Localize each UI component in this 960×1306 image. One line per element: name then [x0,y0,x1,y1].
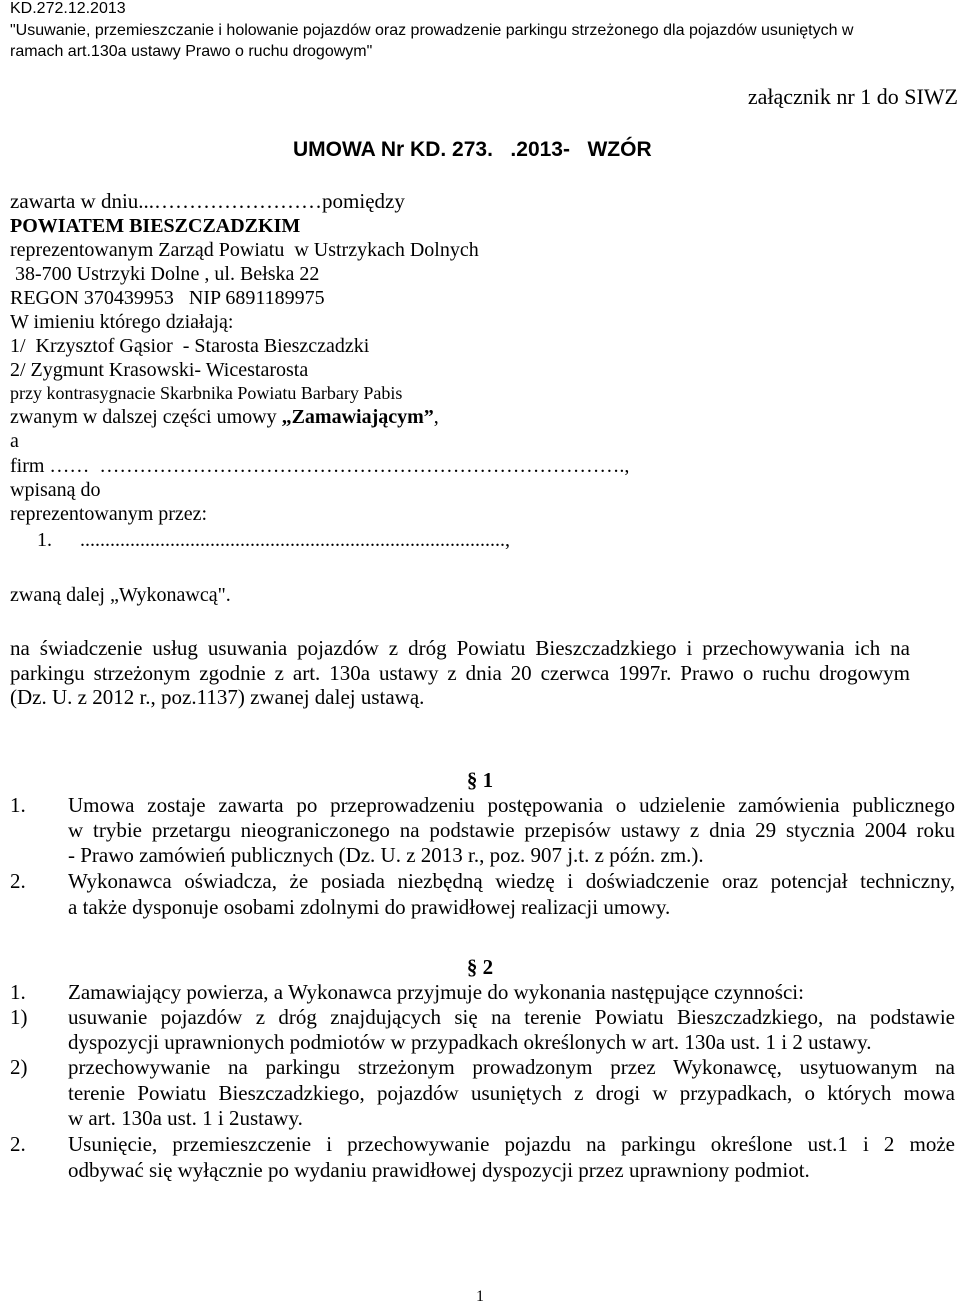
section-2-subitem-1 [10,1005,955,1030]
ordering-party-alias: „Zamawiającym” [281,406,434,428]
county-address: 38-700 Ustrzyki Dolne , ul. Bełska 22 [10,263,320,285]
section-1-item-1-cont [10,818,955,843]
contractor-alias: zwaną dalej „Wykonawcą". [10,584,231,606]
contractor-rep-name: ....................................................................................., [80,529,510,551]
item-text-line: Umowa zostaje zawarta po przeprowadzeniu postępowania o udzielenie zamówienia publicznego [68,793,955,817]
ordering-party-alias-line [10,405,439,429]
section-heading: § 1 [466,768,494,792]
subject-paragraph-line: (Dz. U. z 2012 r., poz.1137) zwanej dalej ustawą. [10,685,425,709]
attachment-label: załącznik nr 1 do SIWZ [747,84,958,109]
section-2-item-1 [10,980,955,1005]
subject-paragraph-line: parkingu strzeżonym zgodnie z art. 130a ustawy z dnia 20 czerwca 1997r. Prawo o ruchu drogowym [10,661,910,685]
section-2-item-2-cont [10,1158,955,1183]
subject-header-line: ramach art.130a ustawy Prawo o ruchu drogowym" [10,43,373,60]
item-text-line: w trybie przetargu nieograniczonego na podstawie przepisów ustawy z dnia 29 stycznia 2004 roku [68,818,955,842]
contractor-rep-label: reprezentowanym przez: [10,503,208,525]
alias-lead: zwanym w dalszej części umowy [10,406,282,428]
countersignature: przy kontrasygnacie Skarbnika Powiatu Barbary Pabis [10,383,403,403]
county-ids: REGON 370439953 NIP 6891189975 [10,287,325,309]
section-1-item-1 [10,793,955,818]
subject-header-line: "Usuwanie, przemieszczanie i holowanie pojazdów oraz prowadzenie parkingu strzeżonego dla pojazdów usuniętych w [10,22,854,39]
section-2-subitem-1-cont [10,1030,955,1055]
contractor-rep-number: 1. [37,529,52,551]
item-number: 1. [10,980,26,1004]
item-text-line: a także dysponuje osobami zdolnymi do prawidłowej realizacji umowy. [68,895,671,919]
section-2-subitem-2 [10,1055,955,1080]
item-text-line: usuwanie pojazdów z dróg znajdujących się na terenie Powiatu Bieszczadzkiego, na podstawie [68,1005,955,1029]
date-line: zawarta w dniu...……………………pomiędzy [10,189,405,213]
item-text-line: Zamawiający powierza, a Wykonawca przyjmuje do wykonania następujące czynności: [68,980,804,1004]
item-text-line: - Prawo zamówień publicznych (Dz. U. z 2013 r., poz. 907 j.t. z późn. zm.). [68,843,704,867]
item-number: 2. [10,869,26,893]
item-text-line: w art. 130a ust. 1 i 2ustawy. [68,1106,303,1130]
conjunction: a [10,430,19,452]
contractor-firm-line: firm …… ……………………………………………………………………., [10,455,630,477]
item-text-line: odbywać się wyłącznie po wydaniu prawidłowej dyspozycji przez uprawniony podmiot. [68,1158,810,1182]
item-number: 1) [10,1005,28,1029]
section-2-item-2 [10,1132,955,1157]
item-number: 2) [10,1055,28,1079]
county-board: reprezentowanym Zarząd Powiatu w Ustrzykach Dolnych [10,239,479,261]
section-2-subitem-2-cont [10,1081,955,1106]
item-number: 2. [10,1132,26,1156]
subject-paragraph-line: na świadczenie usług usuwania pojazdów z dróg Powiatu Bieszczadzkiego i przechowywania ich na [10,636,910,660]
section-1-item-1-cont [10,843,955,868]
alias-tail: , [433,406,439,428]
signatory: 2/ Zygmunt Krasowski- Wicestarosta [10,359,309,381]
section-heading: § 2 [466,955,494,979]
item-number: 1. [10,793,26,817]
item-text-line: dyspozycji uprawnionych podmiotów w przypadkach określonych w art. 130a ust. 1 i 2 ustawy. [68,1030,872,1054]
signatory: 1/ Krzysztof Gąsior - Starosta Bieszczadzki [10,335,370,357]
item-text-line: Wykonawca oświadcza, że posiada niezbędną wiedzę i doświadczenie oraz potencjał techniczny, [68,869,955,893]
section-1-item-2 [10,869,955,894]
acting-label: W imieniu którego działają: [10,311,234,333]
reference-number: KD.272.12.2013 [10,0,126,17]
section-2-subitem-2-cont [10,1106,955,1131]
item-text-line: Usunięcie, przemieszczenie i przechowywanie pojazdu na parkingu określone ust.1 i 2 może [68,1132,955,1156]
contract-title: UMOWA Nr KD. 273. .2013- WZÓR [293,138,652,161]
section-1-item-2-cont [10,895,955,920]
contractor-registry: wpisaną do [10,479,101,501]
item-text-line: przechowywanie na parkingu strzeżonym prowadzonym przez Wykonawcę, usytuowanym na [68,1055,955,1079]
page-number: 1 [476,1288,484,1305]
county-name: POWIATEM BIESZCZADZKIM [10,215,301,237]
item-text-line: terenie Powiatu Bieszczadzkiego, pojazdów usuniętych z drogi w przypadkach, o których mowa [68,1081,955,1105]
